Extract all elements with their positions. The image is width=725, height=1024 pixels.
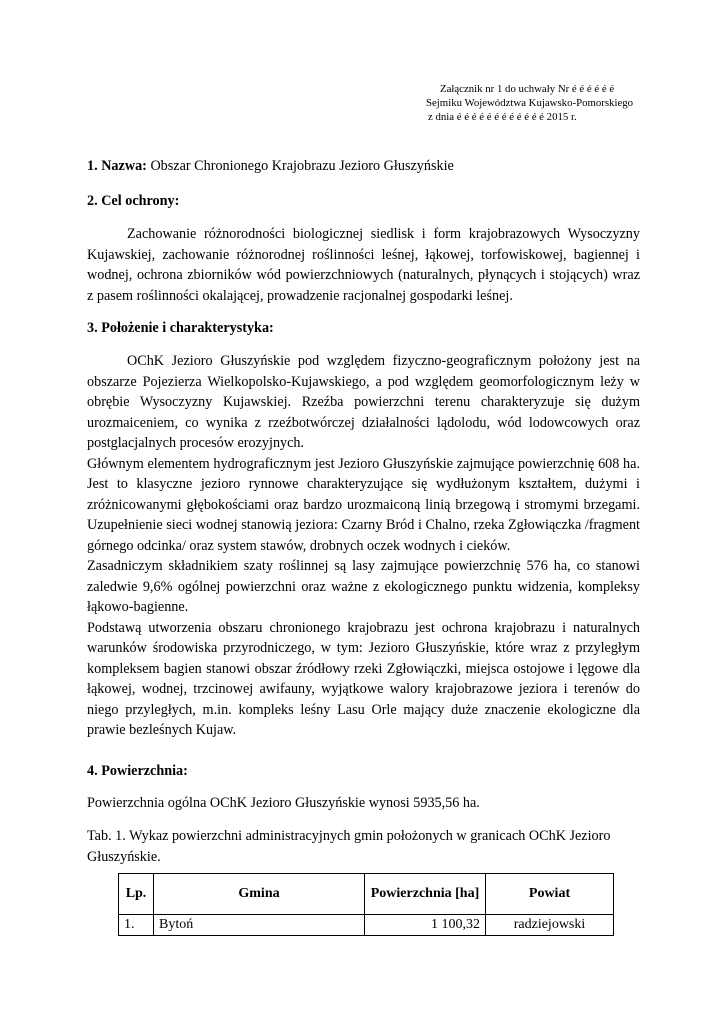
section-location-body [87,351,640,741]
section-name-text: Obszar Chronionego Krajobrazu Jezioro Głuszyńskie [150,158,454,174]
section-location-heading: 3. Położenie i charakterystyka: [87,320,274,336]
col-header-area: Powierzchnia [ha] [365,874,486,915]
location-paragraph-1: OChK Jezioro Głuszyńskie pod względem fizyczno-geograficznym położony jest na obszarze Pojezierza Wielkopolsko-Kujawskiego, a pod względem geomorfologicznym leży w obrębie Wysoczyzny Kujawskiej. Rzeźba powierzchni terenu charakteryzuje się dużym urozmaiceniem, co wynika z rzeźbotwórczej działalności lądolodu, wód lodowcowych oraz postglacjalnych procesów erozyjnych. [87,353,640,451]
cell-gmina: Bytoń [154,915,365,936]
location-paragraph-2: Głównym elementem hydrograficznym jest Jezioro Głuszyńskie zajmujące powierzchnię 608 ha. Jest to klasyczne jezioro rynnowe charakteryzujące się wydłużonym kształtem, dużymi i zróżnicowanymi głębokościami oraz bardzo urozmaiconą linią brzegową i stromymi brzegami. Uzupełnienie sieci wodnej stanowią jeziora: Czarny Bród i Chalno, rzeka Zgłowiączka /fragment górnego odcinka/ oraz system stawów, drobnych oczek wodnych i cieków. [87,455,640,554]
attachment-header [426,82,666,124]
col-header-gmina: Gmina [154,874,365,915]
cell-powiat: radziejowski [486,915,614,936]
table-header-row [119,874,614,915]
section-goal-heading: 2. Cel ochrony: [87,193,180,209]
table-row [119,915,614,936]
table-caption: Tab. 1. Wykaz powierzchni administracyjnych gmin położonych w granicach OChK Jezioro Głuszyńskie. [87,828,611,865]
header-line-2: Sejmiku Województwa Kujawsko-Pomorskiego [426,97,634,109]
section-goal-paragraph: Zachowanie różnorodności biologicznej siedlisk i form krajobrazowych Wysoczyzny Kujawskiej, zachowanie różnorodnej roślinności leśnej, łąkowej, torfowiskowej, bagiennej i wodnej, ochrona zbiorników wód powierzchniowych (naturalnych, płynących i stojących) wraz z pasem roślinności okalającej, prowadzenie racjonalnej gospodarki leśnej. [87,226,640,304]
header-line-1: Załącznik nr 1 do uchwały Nr é é é é é é [440,83,615,95]
location-paragraph-3: Zasadniczym składnikiem szaty roślinnej są lasy zajmujące powierzchnię 576 ha, co stanowi zaledwie 9,6% ogólnej powierzchni oraz ważne z ekologicznego punktu widzenia, kompleksy łąkowo-bagienne. [87,558,640,615]
section-area-heading [87,761,640,782]
section-name [87,156,640,177]
cell-area: 1 100,32 [365,915,486,936]
location-paragraph-4: Podstawą utworzenia obszaru chronionego krajobrazu jest ochrona krajobrazu i naturalnych warunków środowiska przyrodniczego, w tym: Jezioro Głuszyńskie, które wraz z przyległym kompleksem bagien stanowi obszar źródłowy rzeki Zgłowiączki, miejsca ostojowe i lęgowe dla łąkowej, wodnej, trzcinowej awifauny, wyjątkowe walory krajobrazowe jeziora i terenów do niego przyległych, m.in. kompleks leśny Lasu Orle mający duże znaczenie ekologiczne dla prawie bezleśnych Kujaw. [87,619,640,738]
section-name-label: 1. Nazwa: [87,158,147,174]
area-total-text: Powierzchnia ogólna OChK Jezioro Głuszyńskie wynosi 5935,56 ha. [87,795,480,811]
col-header-lp: Lp. [119,874,154,915]
section-area-heading-rest: owierzchnia: [109,763,188,779]
header-line-3: z dnia é é é é é é é é é é é é 2015 r. [428,111,577,123]
col-header-powiat: Powiat [486,874,614,915]
cell-lp: 1. [119,915,154,936]
section-area-heading-prefix: 4. P [87,763,110,779]
gmina-area-table [118,873,614,936]
